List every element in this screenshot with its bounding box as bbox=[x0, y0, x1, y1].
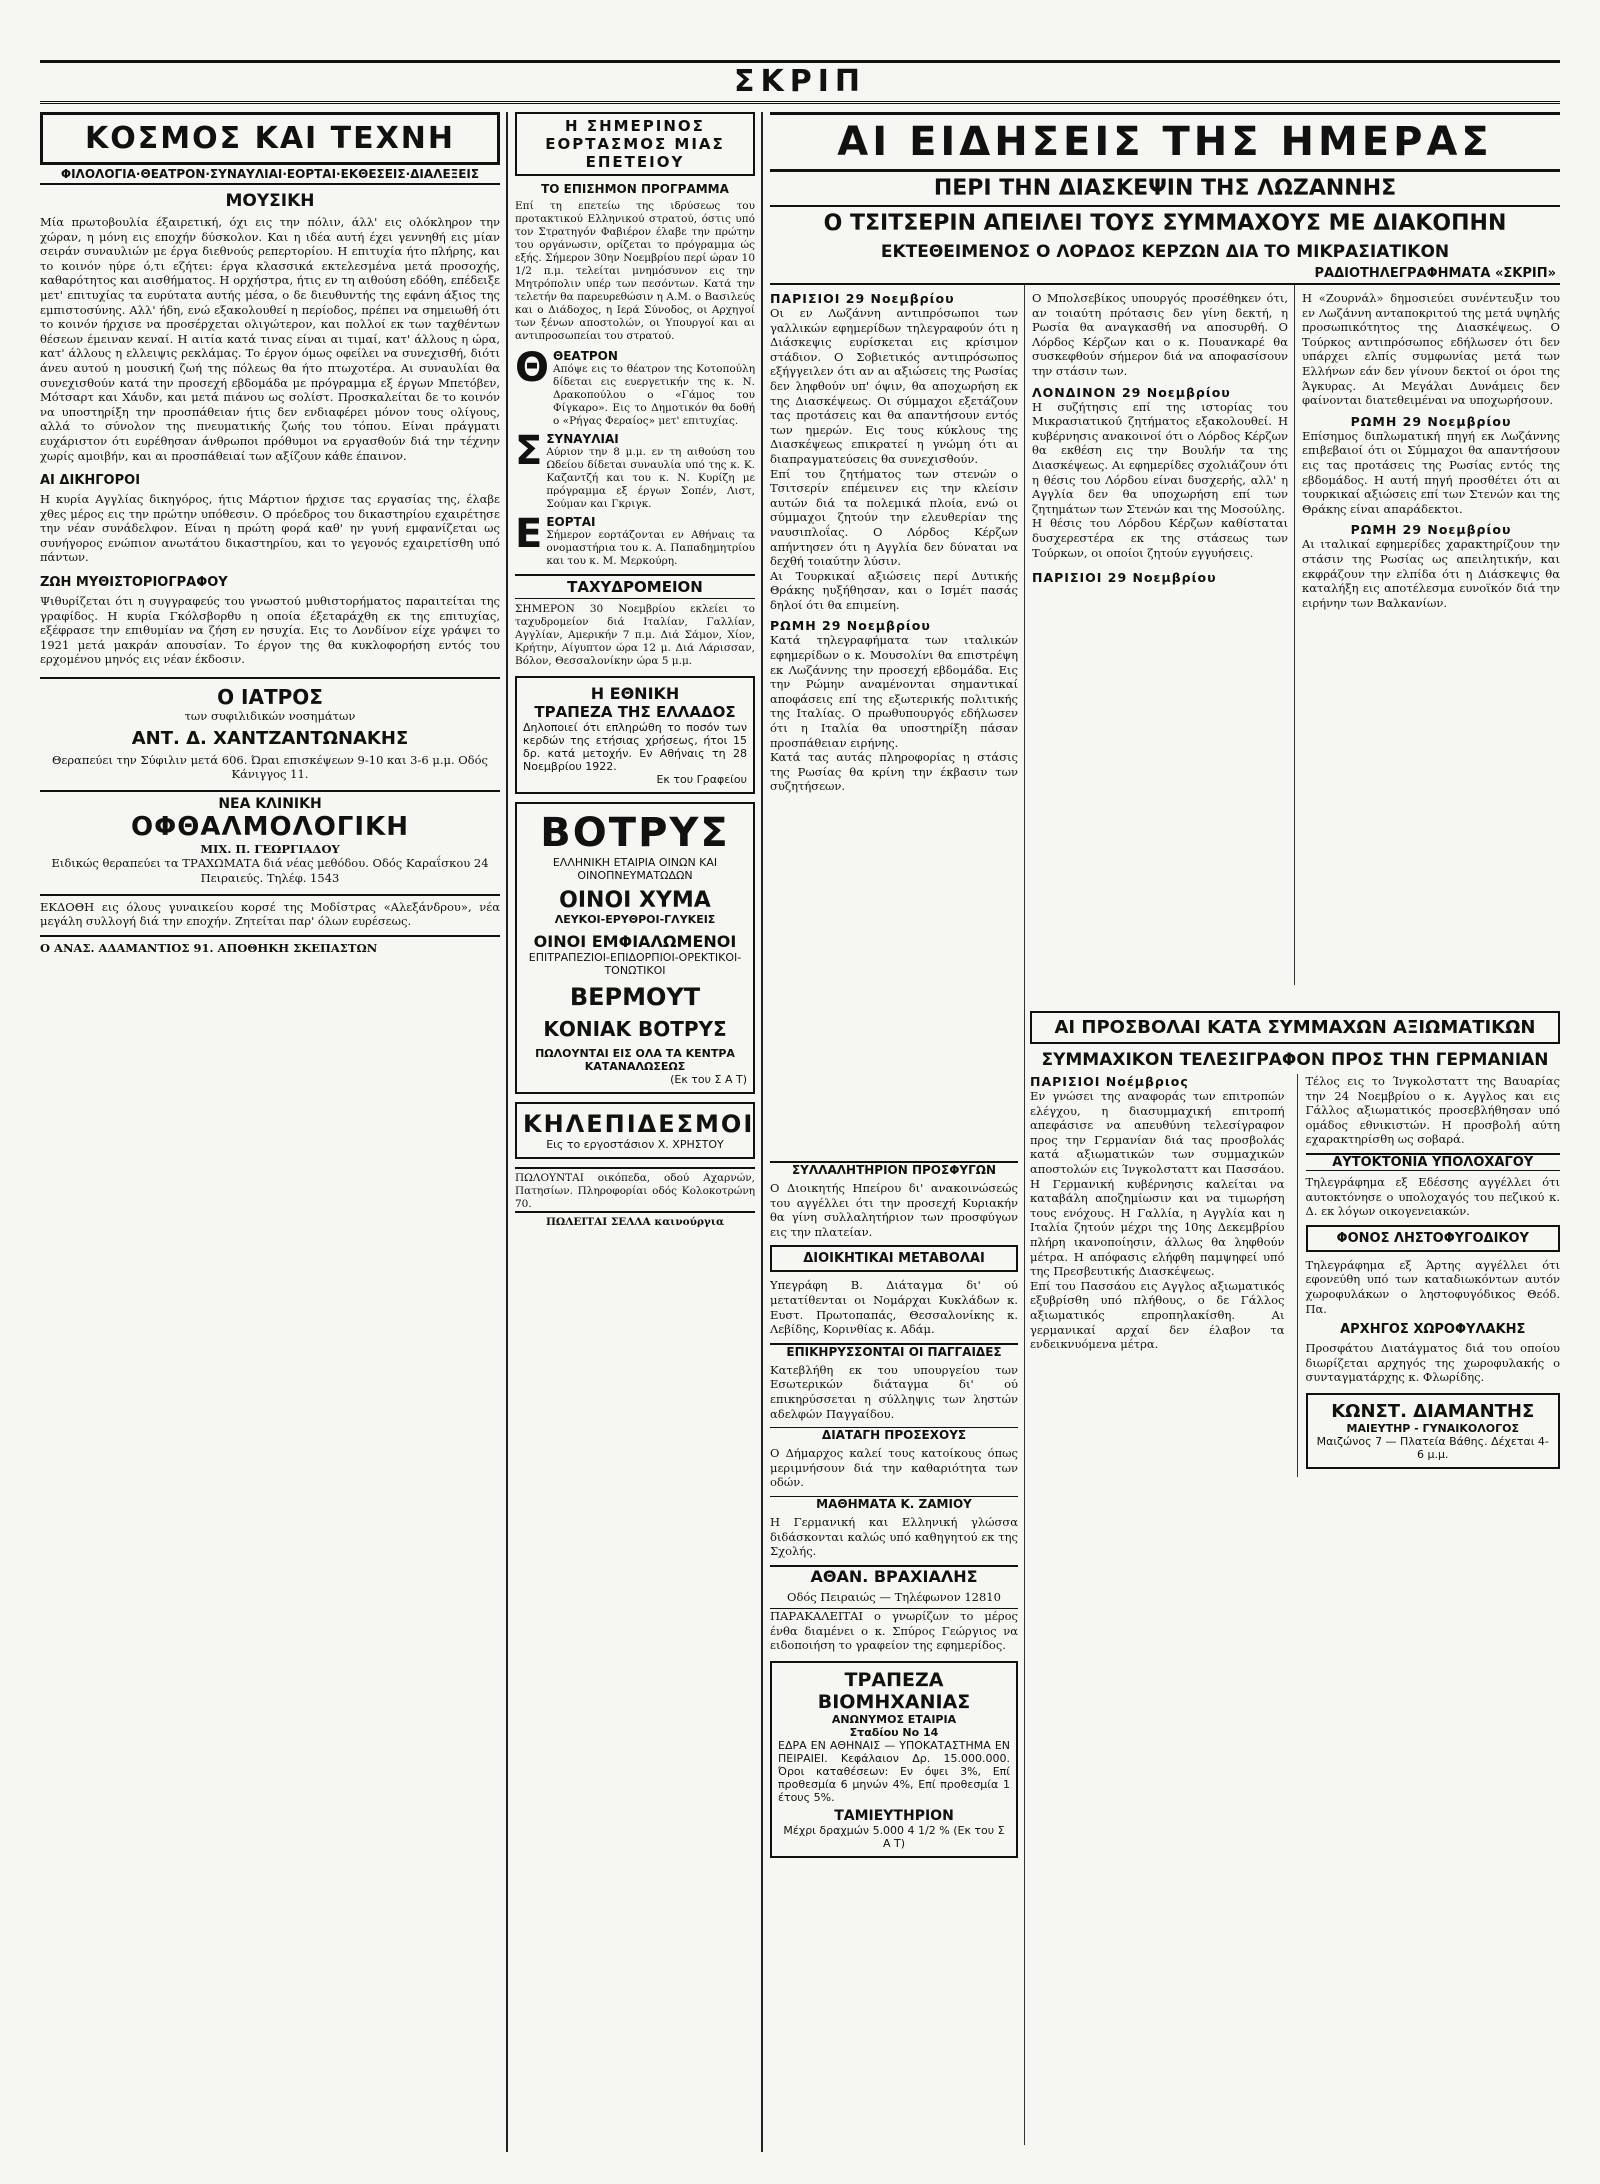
ultimatum-report-2: Επί του Πασσάου εις Αγγλος αξιωματικός εξυβρίσθη υπό πλήθους, ο δε Γάλλος αξιωματικός επροπηλακίσθη. Αι γερμανικαί αρχαί δεν έλαβον τα ενδεικνυόμενα μέτρα. bbox=[1030, 1278, 1285, 1352]
headline-attacks: ΑΙ ΠΡΟΣΒΟΛΑΙ ΚΑΤΑ ΣΥΜΜΑΧΩΝ ΑΞΙΩΜΑΤΙΚΩΝ bbox=[1030, 1011, 1560, 1044]
lessons-article: Η Γερμανική και Ελληνική γλώσσα διδάσκονται καλώς υπό καθηγητού εκ της Σχολής. bbox=[770, 1514, 1018, 1559]
admin-changes-article: Υπεγράφη Β. Διάταγμα δι' ού μετατίθενται οι Νομάρχαι Κυκλάδων κ. Ευστ. Πρωτοπαπάς, Θεσσαλονίκης κ. Λεβίδης, Κορινθίας κ. Αδάμ. bbox=[770, 1278, 1018, 1337]
bank-top: Η ΕΘΝΙΚΗ bbox=[590, 684, 680, 703]
paris-report: Οι εν Λωζάννη αντιπρόσωποι των γαλλικών εφημερίδων τηλεγραφούν ότι η Διάσκεψις ευρίσκεται εις κρίσιμον στάδιον. Ο Σοβιετικός αντιπρόσωπος εξήγγειλεν ότι αν αι αξιώσεις της Ρωσίας δεν ληφθούν υπ' όψιν, θα αποχωρήση εκ της Διασκέψεως. Οι σύμμαχοι εξετάζουν τας προτάσεις και θα απαντήσουν εντός των ημερών. Εις τους κύκλους της Διασκέψεως επικρατεί η γνώμη ότι αι διαπραγματεύσεις θα συνεχισθούν. bbox=[770, 306, 1018, 466]
suicide-heading: ΑΥΤΟΚΤΟΝΙΑ ΥΠΟΛΟΧΑΓΟΥ bbox=[1306, 1153, 1561, 1171]
column-rule bbox=[761, 112, 763, 2152]
botrys-line: ΟΙΝΟΙ ΕΜΦΙΑΛΩΜΕΝΟΙ bbox=[533, 932, 737, 951]
paris-report-3: Αι Τουρκικαί αξιώσεις περί Δυτικής Θράκης ηυξήθησαν, και ο Ισμέτ πασάς δηλοί ότι θα επιμείνη. bbox=[770, 568, 1018, 612]
lessons-heading: ΜΑΘΗΜΑΤΑ Κ. ΖΑΜΙΟΥ bbox=[770, 1496, 1018, 1511]
diamantis-title: ΜΑΙΕΥΤΗΡ - ΓΥΝΑΙΚΟΛΟΓΟΣ bbox=[1346, 1421, 1519, 1435]
column-middle bbox=[515, 112, 755, 2152]
chicherin-report: Ο Μπολσεβίκος υπουργός προσέθηκεν ότι, αν τοιαύτη πρότασις δεν γίνη δεκτή, η Ρωσία θα αναγκασθή να αποσυρθή. Ο Λόρδος Κέρζων και ο κ. Πουανκαρέ θα συσκεφθούν σήμερον διά να αποφασίσουν την στάσιν των. bbox=[1032, 291, 1288, 378]
rome-diplomatic-report: Επίσημος διπλωματική πηγή εκ Λωζάννης επιβεβαιοί ότι οι Σύμμαχοι θα απαντήσουν εις τας προτάσεις της Ρωσίας εντός της εβδομάδος. Η αυτή πηγή προσθέτει ότι αι τουρκικαί αξιώσεις επί των Στενών και της Θράκης είναι απαράδεκτοι. bbox=[1302, 428, 1560, 516]
doctor-details: Θεραπεύει την Σύφιλιν μετά 606. Ώραι επισκέψεων 9-10 και 3-6 μ.μ. Οδός Κάνιγγος 11. bbox=[52, 752, 488, 782]
clinic-title: ΟΦΘΑΛΜΟΛΟΓΙΚΗ bbox=[131, 811, 409, 842]
dateline: ΠΑΡΙΣΙΟΙ Νοέμβριος bbox=[1030, 1074, 1189, 1089]
murder-article: Τηλεγράφημα εξ Άρτης αγγέλλει ότι εφονεύθη υπό των καταδιωκόντων αυτόν χωροφυλάκων ο ληστοφυγόδικος Θεόδ. Πα. bbox=[1305, 1257, 1560, 1316]
botrys-title: ΒΟΤΡΥΣ bbox=[540, 810, 730, 856]
land-sale-ad: ΠΩΛΟΥΝΤΑΙ οικόπεδα, οδού Αχαρνών, Πατησίων. Πληροφορίαι οδός Κολοκοτρώνη 70. bbox=[515, 1167, 755, 1211]
dateline: ΠΑΡΙΣΙΟΙ 29 Νοεμβρίου bbox=[1032, 570, 1217, 586]
headline-chicherin: Ο ΤΣΙΤΣΕΡΙΝ ΑΠΕΙΛΕΙ ΤΟΥΣ ΣΥΜΜΑΧΟΥΣ ΜΕ ΔΙΑΚΟΠΗΝ bbox=[823, 211, 1507, 236]
post-office-article: ΣΗΜΕΡΟΝ 30 Νοεμβρίου εκλείει το ταχυδρομείον διά Ιταλίαν, Γαλλίαν, Αγγλίαν, Αμερικήν 7 π.μ. Διά Σάμον, Χίον, Κρήτην, Αίγυπτον ώρα 12 μ. Διά Λάρισσαν, Βόλον, Θεσσαλονίκην ώρα 5 μ.μ. bbox=[515, 603, 755, 667]
headline-lausanne: ΠΕΡΙ ΤΗΝ ΔΙΑΣΚΕΨΙΝ ΤΗΣ ΛΩΖΑΝΝΗΣ bbox=[770, 172, 1560, 207]
eye-clinic-ad bbox=[40, 790, 500, 886]
drop-cap: Ε bbox=[515, 511, 543, 557]
classified-ad-last: Ο ΑΝΑΣ. ΑΔΑΜΑΝΤΙΟΣ 91. ΑΠΟΘΗΚΗ ΣΚΕΠΑΣΤΩΝ bbox=[40, 935, 500, 956]
dateline: ΡΩΜΗ 29 Νοεμβρίου bbox=[1350, 413, 1512, 429]
bounty-heading: ΕΠΙΚΗΡΥΣΣΟΝΤΑΙ ΟΙ ΠΑΓΓΑΙΔΕΣ bbox=[770, 1343, 1018, 1359]
order-article: Ο Δήμαρχος καλεί τους κατοίκους όπως μεριμνήσουν διά την καθαριότητα των οδών. bbox=[770, 1446, 1018, 1490]
bandages-title: ΚΗΛΕΠΙΔΕΣΜΟΙ bbox=[523, 1110, 755, 1138]
saddle-sale-ad: ΠΩΛΕΙΤΑΙ ΣΕΛΛΑ καινούργια bbox=[515, 1211, 755, 1229]
dateline: ΡΩΜΗ 29 Νοεμβρίου bbox=[1350, 522, 1512, 538]
column-kosmos-kai-texni bbox=[40, 112, 500, 2152]
theatre-block bbox=[515, 345, 755, 428]
gendarmerie-heading: ΑΡΧΗΓΟΣ ΧΩΡΟΦΥΛΑΚΗΣ bbox=[1340, 1322, 1526, 1338]
botrys-line: (Εκ του Σ Α Τ) bbox=[670, 1073, 747, 1086]
drop-cap: Θ bbox=[515, 345, 550, 391]
industrial-bank-title: ΤΡΑΠΕΖΑ ΒΙΟΜΗΧΑΝΙΑΣ bbox=[817, 1669, 971, 1714]
concerts-heading: ΣΥΝΑΥΛΙΑΙ bbox=[546, 432, 619, 446]
lower-left-block bbox=[770, 1155, 1018, 1866]
headline-curzon: ΕΚΤΕΘΕΙΜΕΝΟΣ Ο ΛΟΡΔΟΣ ΚΕΡΖΩΝ ΔΙΑ ΤΟ ΜΙΚΡΑΣΙΑΤΙΚΟΝ bbox=[880, 242, 1450, 262]
lawyers-article: Η κυρία Αγγλίας δικηγόρος, ήτις Μάρτιον ήρχισε τας εργασίας της, έλαβε χθες μέρος εις την πρώτην υπόθεσιν. Ο πρόεδρος του δικαστηρίου εχαιρέτησε την νέαν συνάδελφον. Είναι η πρώτη φορά καθ' ην γυνή εμφανίζεται ως συνήγορος ενώπιον ανωτάτου δικαστηρίου, και το γεγονός εχαιρετίσθη υπό πάντων. bbox=[40, 492, 500, 565]
subcolumn-right bbox=[1302, 285, 1560, 985]
anniversary-header-line2: ΕΟΡΤΑΣΜΟΣ ΜΙΑΣ ΕΠΕΤΕΙΟΥ bbox=[545, 135, 725, 171]
botrys-line: ΚΟΝΙΑΚ ΒΟΤΡΥΣ bbox=[543, 1017, 727, 1041]
anniversary-article: Επί τη επετείω της ιδρύσεως του προτακτικού Ελληνικού στρατού, όστις υπό τον Στρατηγόν Φαβιέρον έλαβε την πρώτην του οργάνωσιν, ορίζεται το πρόγραμμα ώς εξής. Σήμερον 30ην Νοεμβρίου περί ώραν 10 1/2 π.μ. τελείται μνημόσυνον εις την Μητρόπολιν υπέρ των πεσόντων. Κατά την τελετήν θα παρευρεθώσιν η Α.Μ. ο Βασιλεύς και ο Διάδοχος, η Ιερά Σύνοδος, οι Αρχηγοί των ξένων αποστολών, οι Υπουργοί και αι αντιπροσωπείαι του στρατού. bbox=[515, 200, 755, 342]
paris-report-2: Επί του ζητήματος των στενών ο Τσιτσερίν επέμεινεν εις την κλείσιν αυτών διά τα πολεμικά πλοία, ενώ οι σύμμαχοι ζητούν την ελευθερίαν της ναυσιπλοΐας. Ο Λόρδος Κέρζων απήντησεν ότι η Αγγλία δεν δύναται να δεχθή τοιαύτην λύσιν. bbox=[770, 466, 1018, 569]
ultimatum-left bbox=[1030, 1074, 1285, 1477]
gendarmerie-article: Προσφάτου Διατάγματος διά του οποίου διωρίζεται αρχηγός της χωροφυλακής ο συνταγματάρχης κ. Φλωρίδης. bbox=[1305, 1341, 1560, 1385]
botrys-line: ΠΩΛΟΥΝΤΑΙ ΕΙΣ ΟΛΑ ΤΑ ΚΕΝΤΡΑ ΚΑΤΑΝΑΛΩΣΕΩΣ bbox=[535, 1047, 735, 1073]
diamantis-name: ΚΩΝΣΤ. ΔΙΑΜΑΝΤΗΣ bbox=[1331, 1400, 1535, 1422]
concerts-article: Αύριον την 8 μ.μ. εν τη αιθούση του Ωδείου δίδεται συναυλία υπό της κ. Κ. Καζαντζή και του κ. Ν. Κυρίζη με πρόγραμμα εξ έργων Σοπέν, Λιστ, Σούμαν και Γκριγκ. bbox=[546, 446, 755, 510]
news-banner: ΑΙ ΕΙΔΗΣΕΙΣ ΤΗΣ ΗΜΕΡΑΣ bbox=[770, 112, 1560, 172]
subcolumn-rule bbox=[1294, 285, 1295, 985]
admin-changes-heading: ΔΙΟΙΚΗΤΙΚΑΙ ΜΕΤΑΒΟΛΑΙ bbox=[770, 1245, 1018, 1272]
doctor-ad-subtitle: των συφιλιδικών νοσημάτων bbox=[184, 709, 356, 724]
rome-report: Κατά τηλεγραφήματα των ιταλικών εφημερίδων ο κ. Μουσολίνι θα επιστρέψη εκ Λωζάννης την προσεχή εβδομάδα. Εις την Ρώμην αναμένονται σημαντικαί αποφάσεις επί της εξωτερικής πολιτικής της Ιταλίας. Ο πρωθυπουργός εδήλωσεν ότι η Ιταλία θα υποστηρίξη πάσαν προσπάθειαν ειρήνης. bbox=[770, 633, 1018, 750]
music-article: Μία πρωτοβουλία έξαιρετική, όχι εις την πόλιν, άλλ' εις ολόκληρον την χώραν, η μόνη εις εποχήν δύσκολον. Και η ιδέα αυτή έχει γεννηθή εις μίαν σειράν συναυλιών με έργα διεθνούς ρεπερτορίου. Η επιτυχία ήτο πλήρης, και το κοινόν ηύρε ό,τι εζήτει: έργα κλασσικά εκτελεσμένα μετά προσοχής, καθαρότητος και αισθήματος. Η ορχήστρα, ήτις εν τη αιθούση εδόθη, επέδειξε μετ' επιτυχίας τα ευρύτατα αυτής μέσα, ο δε διευθυντής της εφάνη άξιος της εμπιστοσύνης. Αλλ' ήδη, ενώ εξακολουθεί η περίοδος, πρέπει να σημειωθή ότι το κοινόν ήρχισε να προσέρχεται ολιγώτερον, και πολλοί εκ των ταχθέντων θέσεων έμειναν κεναί. Η αιτία κατά τινας είναι αι τιμαί, κατ' άλλους η ώρα, κατ' άλλους η ελλειψις ρεκλάμας. Το έργον όμως οφείλει να συνεχισθή, διότι άνευ αυτού η μουσική ζωή της πόλεως θα ήτο πτωχοτέρα. Αι συναυλίαι θα συνεχισθούν κατά την προσεχή εβδομάδα με πρόγραμμα εξ έργων Μπετόβεν, Μότσαρτ και Χάυδν, και μετά πιάνου ως σολίστ. Προσκαλείται δε το κοινόν να υποστηρίξη την προσπάθειαν ήτις δεν ενδιαφέρει μόνον τους ολίγους, αλλά το σύνολον της πνευματικής ζωής του τόπου. Είναι πράγματι ευχάριστον ότι ευρέθησαν άνθρωποι πρόθυμοι να εργασθούν διά την τέχνην χωρίς αμοιβήν, και αι προσπάθειαί των αξίζουν κάθε έπαινον. bbox=[40, 215, 500, 463]
subcolumn-left bbox=[770, 285, 1018, 1145]
rome-press-report: Αι ιταλικαί εφημερίδες χαρακτηρίζουν την στάσιν της Ρωσίας ως απειλητικήν, και εκφράζουν την ελπίδα ότι η Διάσκεψις θα καταλήξη εις αποτέλεσμα ευνοϊκόν διά την ειρήνην των Βαλκανίων. bbox=[1302, 537, 1560, 610]
headline-ultimatum: ΣΥΜΜΑΧΙΚΟΝ ΤΕΛΕΣΙΓΡΑΦΟΝ ΠΡΟΣ ΤΗΝ ΓΕΡΜΑΝΙΑΝ bbox=[1041, 1050, 1549, 1070]
savings-terms: Μέχρι δραχμών 5.000 4 1/2 % (Εκ του Σ Α Τ) bbox=[783, 1824, 1005, 1851]
bank-text: Δηλοποιεί ότι επληρώθη το ποσόν των κερδών της ετήσιας χρήσεως, ήτοι 15 δρ. κατά μετοχήν. Εν Αθήναις τη 28 Νοεμβρίου 1922. bbox=[523, 721, 747, 773]
london-report: Η συζήτησις επί της ιστορίας του Μικρασιατικού ζητήματος εξακολουθεί. Η κυβέρνησις ανακοινοί ότι ο Λόρδος Κέρζων θα εκθέση εις την Βουλήν τα της Διασκέψεως. Αι εφημερίδες σχολιάζουν ότι η θέσις του Λόρδου είναι δυσχερής, αλλ' η Αγγλία δεν θα υποχωρήση επί των ζητημάτων των Στενών και της Μοσούλης. bbox=[1032, 399, 1288, 516]
anniversary-header bbox=[515, 112, 755, 176]
section-subtitle: ΦΙΛΟΛΟΓΙΑ·ΘΕΑΤΡΟΝ·ΣΥΝΑΥΛΙΑΙ·ΕΟΡΤΑΙ·ΕΚΘΕΣΕΙΣ·ΔΙΑΛΕΞΕΙΣ bbox=[40, 165, 500, 185]
news-body bbox=[770, 285, 1560, 2145]
botrys-ad bbox=[515, 802, 755, 1094]
bandages-ad bbox=[515, 1102, 755, 1159]
post-office-heading: ΤΑΧΥΔΡΟΜΕΙΟΝ bbox=[515, 574, 755, 599]
lower-news-block bbox=[1030, 1005, 1560, 1477]
bandages-subtitle: Εις το εργοστάσιον Χ. ΧΡΗΣΤΟΥ bbox=[546, 1138, 724, 1151]
refugees-article: Ο Διοικητής Ηπείρου δι' ανακοινώσεώς του αγγέλλει ότι την προσεχή Κυριακήν θα γίνη συλλαλητήριον των προσφύγων εις την πλατείαν. bbox=[770, 1181, 1018, 1239]
ingolstadt-report: Τέλος εις το Ίνγκολσταττ της Βαυαρίας την 24 Νοεμβρίου ο κ. Αγγλος και εις Γάλλος αξιωματικός προσεβλήθησαν υπό ομάδος εθνικιστών. Η προσβολή αύτη εχαρακτηρίσθη ως σοβαρά. bbox=[1305, 1074, 1560, 1147]
music-heading: ΜΟΥΣΙΚΗ bbox=[225, 191, 315, 211]
notice-article: ΠΑΡΑΚΑΛΕΙΤΑΙ ο γνωρίζων το μέρος ένθα διαμένει ο κ. Σπύρος Γεώργιος να ειδοποιήση το γραφείον της εφημερίδος. bbox=[770, 1609, 1018, 1653]
celebrations-heading: ΕΟΡΤΑΙ bbox=[546, 515, 596, 529]
journal-report: Η «Ζουρνάλ» δημοσιεύει συνέντευξιν του εν Λωζάννη ανταποκριτού της μετά υψηλής προσωπικότητος της Διασκέψεως. Ο Τούρκος αντιπρόσωπος εδήλωσεν ότι δεν υπάρχει ελπίς συμφωνίας μετά των Ελλήνων εάν δεν γίνουν δεκτοί οι όροι της Άγκυρας. Αι Μεγάλαι Δυνάμεις δεν φαίνονται διατεθειμέναι να υποχωρήσουν. bbox=[1302, 291, 1560, 408]
bounty-article: Κατεβλήθη εκ του υπουργείου των Εσωτερικών διάταγμα δι' ού επικηρύσσεται η σύλληψις των ληστών αδελφών Παγγαίδου. bbox=[770, 1362, 1018, 1421]
clinic-details: Ειδικώς θεραπεύει τα ΤΡΑΧΩΜΑΤΑ διά νέας μεθόδου. Οδός Καραΐσκου 24 Πειραιεύς. Τηλέφ. 1543 bbox=[51, 856, 489, 885]
novelist-article: Ψιθυρίζεται ότι η συγγραφεύς του γνωστού μυθιστορήματος παραιτείται της γραφίδος. Η κυρία Γκόλσβορθυ η οποία έξεταράχθη εκ της επιτυχίας, εξέφρασε την επιθυμίαν να ζήση εν ησυχία. Εις το Λονδίνον είχε γράψει το 1921 μετά μακράν απουσίαν. Το έργον της θα κυκλοφορήση εντός του ερχομένου μηνός εις νέαν έκδοσιν. bbox=[40, 594, 500, 667]
refugees-heading: ΣΥΛΛΑΛΗΤΗΡΙΟΝ ΠΡΟΣΦΥΓΩΝ bbox=[770, 1161, 1018, 1177]
murder-heading: ΦΟΝΟΣ ΛΗΣΤΟΦΥΓΟΔΙΚΟΥ bbox=[1306, 1225, 1561, 1252]
anniversary-header-line1: Η ΣΗΜΕΡΙΝΟΣ bbox=[565, 117, 705, 135]
novelist-heading: ΖΩΗ ΜΥΘΙΣΤΟΡΙΟΓΡΑΦΟΥ bbox=[40, 575, 228, 591]
lawyers-heading: ΑΙ ΔΙΚΗΓΟΡΟΙ bbox=[40, 473, 141, 489]
clinic-doctor: ΜΙΧ. Π. ΓΕΩΡΓΙΑΔΟΥ bbox=[200, 841, 340, 856]
column-rule bbox=[506, 112, 508, 2152]
doctor-ad bbox=[40, 677, 500, 782]
doctor-ad-title: Ο ΙΑΤΡΟΣ bbox=[217, 685, 323, 710]
column-news bbox=[770, 112, 1560, 2152]
bank-name: ΤΡΑΠΕΖΑ ΤΗΣ ΕΛΛΑΔΟΣ bbox=[534, 703, 736, 721]
botrys-line: ΒΕΡΜΟΥΤ bbox=[569, 983, 701, 1011]
industrial-bank-terms: ΕΔΡΑ ΕΝ ΑΘΗΝΑΙΣ — ΥΠΟΚΑΤΑΣΤΗΜΑ ΕΝ ΠΕΙΡΑΙΕΙ. Κεφάλαιον Δρ. 15.000.000. Όροι καταθέσεων: Εν όψει 3%, Επί προθεσμία 6 μηνών 4%, Επί προθεσμία 1 έτους 5%. bbox=[778, 1739, 1010, 1805]
clinic-label: ΝΕΑ ΚΛΙΝΙΚΗ bbox=[218, 795, 322, 812]
vrachialis-name: ΑΘΑΝ. ΒΡΑΧΙΑΛΗΣ bbox=[770, 1565, 1018, 1586]
concerts-block bbox=[515, 428, 755, 511]
rome-report-2: Κατά τας αυτάς πληροφορίας η στάσις της Ρωσίας θα κρίνη την έκβασιν των συζητήσεων. bbox=[770, 750, 1018, 794]
ultimatum-report: Εν γνώσει της αναφοράς των επιτροπών ελέγχου, η διασυμμαχική επιτροπή απεφάσισε να απευθύνη τελεσίγραφον προς την Γερμανίαν διά τας προσβολάς κατά αξιωματικών των συμμαχικών αποστολών εις Ίνγκολσταττ και Πασσάου. Η Γερμανική κυβέρνησις καλείται να καταβάλη αποζημίωσιν και να τιμωρήση τους ενόχους. Η Γαλλία, η Αγγλία και η Ιταλία ζητούν μέχρι της 10ης Δεκεμβρίου πλήρη ικανοποίησιν, άλλως θα ληφθούν μέτρα. Η απόφασις ελήφθη παμψηφεί υπό της Πρεσβευτικής Διασκέψεως. bbox=[1030, 1089, 1285, 1279]
botrys-subtitle: ΕΛΛΗΝΙΚΗ ΕΤΑΙΡΙΑ ΟΙΝΩΝ ΚΑΙ ΟΙΝΟΠΝΕΥΜΑΤΩΔΩΝ bbox=[552, 856, 718, 882]
classified-ad: ΕΚΔΟΘΗ εις όλους γυναικείου κορσέ της Μοδίστρας «Αλεξάνδρου», νέα μεγάλη συλλογή διά την εποχήν. Ζητείται παρ' όλων ευρέσεως. bbox=[40, 894, 500, 929]
drop-cap: Σ bbox=[515, 428, 543, 474]
subcolumn-rule bbox=[1024, 285, 1025, 2145]
botrys-line: ΛΕΥΚΟΙ-ΕΡΥΘΡΟΙ-ΓΛΥΚΕΙΣ bbox=[554, 913, 716, 926]
masthead-title: ΣΚΡΙΠ bbox=[40, 60, 1560, 104]
diamantis-ad bbox=[1306, 1393, 1561, 1469]
celebrations-block bbox=[515, 511, 755, 568]
botrys-line: ΕΠΙΤΡΑΠΕΖΙΟΙ-ΕΠΙΔΟΡΠΙΟΙ-ΟΡΕΚΤΙΚΟΙ-ΤΟΝΩΤΙΚΟΙ bbox=[528, 951, 742, 977]
ultimatum-right bbox=[1297, 1074, 1561, 1477]
wire-credit: ΡΑΔΙΟΤΗΛΕΓΡΑΦΗΜΑΤΑ «ΣΚΡΙΠ» bbox=[770, 264, 1560, 285]
industrial-bank-address: Σταδίου Νο 14 bbox=[849, 1726, 939, 1740]
anniversary-subhead: ΤΟ ΕΠΙΣΗΜΟΝ ΠΡΟΓΡΑΜΜΑ bbox=[541, 182, 729, 196]
theatre-article: Απόψε εις το θέατρον της Κοτοπούλη δίδεται εις ευεργετικήν της κ. Ν. Δρακοπούλου ο «Γάμος του Φίγκαρο». Εις το Δημοτικόν θα δοθή ο «Ρήγας Φεραίος» μετ' επιτυχίας. bbox=[553, 363, 755, 427]
ultimatum-columns bbox=[1030, 1074, 1560, 1477]
industrial-bank-ad bbox=[770, 1661, 1018, 1858]
industrial-bank-subtitle: ΑΝΩΝΥΜΟΣ ΕΤΑΙΡΙΑ bbox=[831, 1713, 957, 1727]
section-header: ΚΟΣΜΟΣ ΚΑΙ ΤΕΧΝΗ bbox=[40, 112, 500, 165]
suicide-article: Τηλεγράφημα εξ Εδέσσης αγγέλλει ότι αυτοκτόνησε ο υπολοχαγός του πεζικού κ. Δ. εκ λόγων οικογενειακών. bbox=[1305, 1174, 1560, 1219]
diamantis-address: Μαιζώνος 7 — Πλατεία Βάθης. Δέχεται 4-6 μ.μ. bbox=[1316, 1434, 1549, 1461]
doctor-name: ΑΝΤ. Δ. ΧΑΝΤΖΑΝΤΩΝΑΚΗΣ bbox=[131, 727, 409, 749]
celebrations-article: Σήμερον εορτάζονται εν Αθήναις τα ονομαστήρια του κ. Α. Παπαδημητρίου και του κ. Μ. Μερκούρη. bbox=[546, 529, 755, 567]
theatre-heading: ΘΕΑΤΡΟΝ bbox=[553, 349, 618, 363]
dateline: ΠΑΡΙΣΙΟΙ 29 Νοεμβρίου bbox=[770, 291, 955, 306]
vrachialis-address: Οδός Πειραιώς — Τηλέφωνον 12810 bbox=[787, 1589, 1001, 1604]
botrys-line: ΟΙΝΟΙ ΧΥΜΑ bbox=[559, 888, 711, 913]
subcolumn-middle bbox=[1032, 285, 1288, 985]
savings-title: ΤΑΜΙΕΥΤΗΡΙΟΝ bbox=[834, 1808, 954, 1825]
dateline: ΛΟΝΔΙΝΟΝ 29 Νοεμβρίου bbox=[1032, 384, 1231, 400]
order-heading: ΔΙΑΤΑΓΗ ΠΡΟΣΕΧΟΥΣ bbox=[770, 1427, 1018, 1442]
national-bank-ad bbox=[515, 676, 755, 794]
london-report-2: Η θέσις του Λόρδου Κέρζων καθίσταται δυσχερεστέρα εκ της στάσεως των Τούρκων, οι οποίοι ζητούν εγγυήσεις. bbox=[1032, 516, 1288, 560]
dateline: ΡΩΜΗ 29 Νοεμβρίου bbox=[770, 618, 931, 634]
bank-sign: Εκ του Γραφείου bbox=[656, 773, 747, 786]
